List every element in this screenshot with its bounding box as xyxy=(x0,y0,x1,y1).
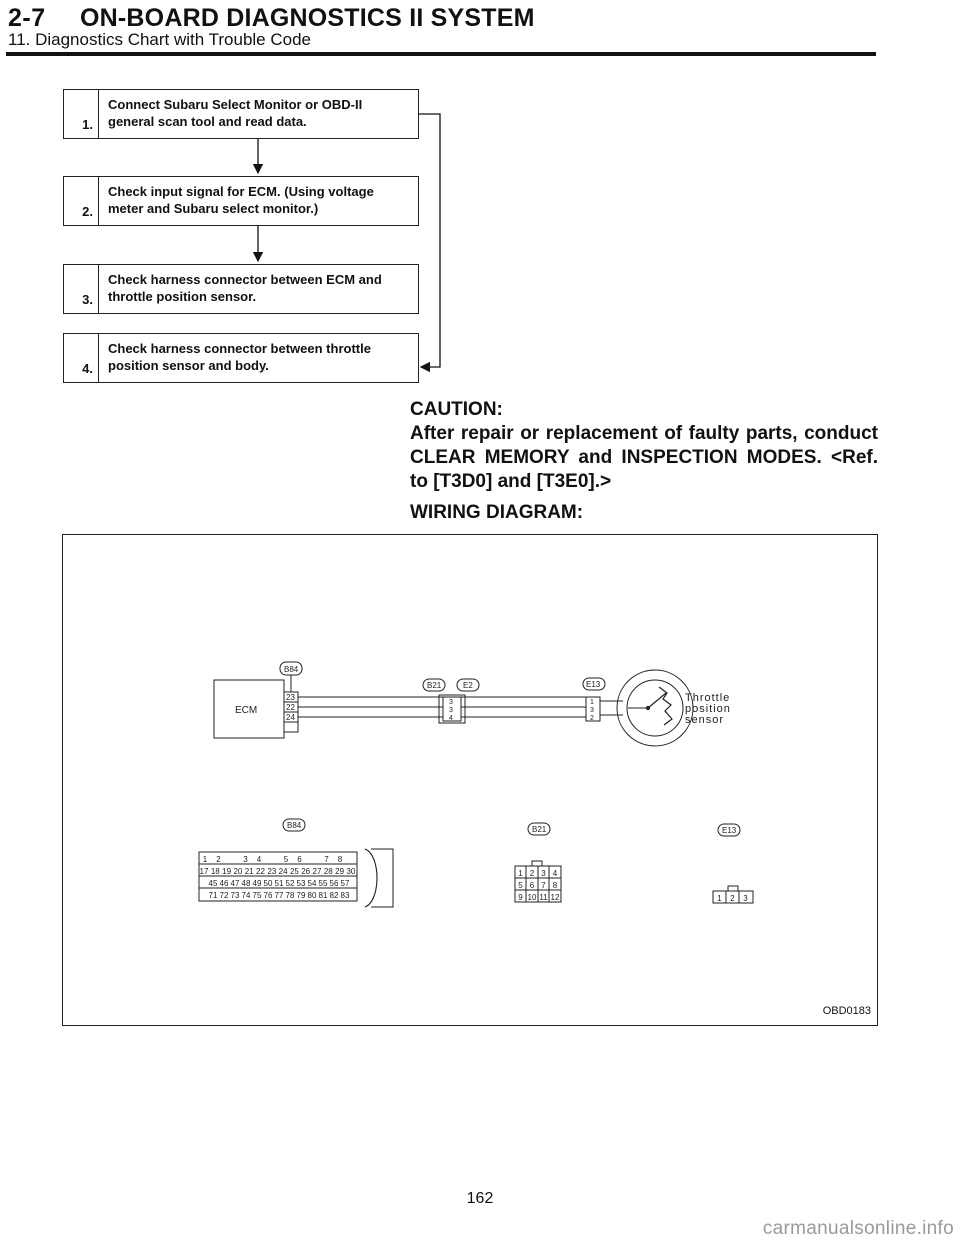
b84-face-pin: 48 xyxy=(241,879,251,888)
e13-pin-3: 2 xyxy=(590,715,594,722)
b84-face-pin: 79 xyxy=(296,891,306,900)
step-3-text: Check harness connector between ECM and throttle position sensor. xyxy=(108,272,382,304)
e2-callout-label: E2 xyxy=(463,681,473,690)
b21-face-pin: 6 xyxy=(529,881,535,890)
e13-pin-2: 3 xyxy=(590,707,594,714)
b84-face-pin: 3 xyxy=(243,855,248,864)
b84-face-pin: 6 xyxy=(297,855,302,864)
sensor-label-line-3: sensor xyxy=(685,714,725,726)
b21-face-pin: 7 xyxy=(541,881,546,890)
step-2-number: 2. xyxy=(82,204,93,219)
ecm-pin-1: 23 xyxy=(286,693,295,702)
section-number: 2-7 xyxy=(8,4,46,32)
b84-face-pin: 29 xyxy=(335,867,345,876)
e13-face-pin: 1 xyxy=(717,894,722,903)
b84-face-pin: 17 xyxy=(199,867,209,876)
step-4-text: Check harness connector between throttle position sensor and body. xyxy=(108,341,371,373)
b84-face-pin: 54 xyxy=(307,879,317,888)
b21-face-pin: 4 xyxy=(552,869,558,878)
b84-face-pin: 51 xyxy=(274,879,284,888)
b84-callout-label: B84 xyxy=(284,665,299,674)
b21-face-pin: 2 xyxy=(529,869,535,878)
b84-face-pin: 73 xyxy=(230,891,240,900)
b84-face-pin: 83 xyxy=(340,891,350,900)
b84-face-pin: 24 xyxy=(278,867,288,876)
b84-face-pin: 27 xyxy=(312,867,322,876)
b84-face-pin: 4 xyxy=(256,855,262,864)
step-3-box xyxy=(63,264,419,314)
b21-face-pin: 5 xyxy=(518,881,523,890)
b21-face-pin: 10 xyxy=(527,893,537,902)
b84-face-pin: 5 xyxy=(283,855,289,864)
page-number: 162 xyxy=(466,1190,494,1207)
b84-face-pin: 45 xyxy=(208,879,218,888)
step-2-text: Check input signal for ECM. (Using voltage meter and Subaru select monitor.) xyxy=(108,184,374,216)
b21-face-pin: 8 xyxy=(552,881,558,890)
step-1-text: Connect Subaru Select Monitor or OBD-II general scan tool and read data. xyxy=(108,97,363,129)
b21-pin-1: 3 xyxy=(449,699,453,706)
b84-face-pin: 8 xyxy=(337,855,343,864)
step-1-box xyxy=(63,89,419,139)
b84-face-pin: 50 xyxy=(263,879,273,888)
b84-face-pin: 28 xyxy=(323,867,333,876)
step-2-box xyxy=(63,176,419,226)
ecm-pin-3: 24 xyxy=(286,713,295,722)
b84-face-pin: 52 xyxy=(285,879,295,888)
b84-face-pin: 74 xyxy=(241,891,251,900)
wiring-diagram xyxy=(63,535,877,1025)
b21-face-pin: 12 xyxy=(550,893,560,902)
b84-face-pin: 2 xyxy=(216,855,221,864)
b84-face-pin: 1 xyxy=(202,855,208,864)
b21-callout-label: B21 xyxy=(427,681,442,690)
b84-face-pin: 21 xyxy=(244,867,254,876)
caution-body: After repair or replacement of faulty parts, conduct CLEAR MEMORY and INSPECTION MODES. <Ref. to [T3D0] and [T3E0].> xyxy=(410,423,878,492)
b84-face-pin: 82 xyxy=(329,891,339,900)
b21-face-label: B21 xyxy=(532,825,547,834)
step-3-number: 3. xyxy=(82,292,93,307)
b84-face-label: B84 xyxy=(287,821,302,830)
b84-connector-latch xyxy=(365,849,377,907)
b84-face-pin: 72 xyxy=(219,891,229,900)
b21-face-pin: 9 xyxy=(518,893,523,902)
b84-face-pin: 81 xyxy=(318,891,328,900)
page-subtitle: 11. Diagnostics Chart with Trouble Code xyxy=(8,30,312,49)
caution-heading: CAUTION: xyxy=(410,399,503,420)
b84-face-pin: 30 xyxy=(346,867,356,876)
b21-pin-3: 4 xyxy=(449,715,453,722)
caution-block xyxy=(410,398,878,494)
b84-face-pin: 76 xyxy=(263,891,273,900)
e13-pin-1: 1 xyxy=(590,699,594,706)
arrow-step1-to-step4 xyxy=(418,114,440,367)
b84-face-pin: 26 xyxy=(301,867,311,876)
e13-callout-label: E13 xyxy=(586,680,601,689)
b84-face-pin: 57 xyxy=(340,879,350,888)
b84-face-pin: 55 xyxy=(318,879,328,888)
b84-face-pin: 77 xyxy=(274,891,284,900)
b21-face-pin: 11 xyxy=(539,893,548,902)
b21-pin-2: 3 xyxy=(449,707,453,714)
b84-face-pin: 18 xyxy=(210,867,220,876)
e13-face-label: E13 xyxy=(722,826,737,835)
b84-face-pin: 19 xyxy=(222,867,232,876)
wiring-diagram-heading: WIRING DIAGRAM: xyxy=(410,502,584,523)
b84-face-pin: 20 xyxy=(233,867,243,876)
b21-face-pin: 3 xyxy=(541,869,546,878)
b84-face-pin: 22 xyxy=(256,867,265,876)
b84-face-pin: 80 xyxy=(307,891,317,900)
sensor-label-line-1: Throttle xyxy=(685,692,731,704)
b84-face-pin: 47 xyxy=(230,879,240,888)
page-title: ON-BOARD DIAGNOSTICS II SYSTEM xyxy=(80,4,535,32)
b84-face-pin: 23 xyxy=(267,867,277,876)
step-1-number: 1. xyxy=(82,117,93,132)
e13-face-pin: 2 xyxy=(730,894,735,903)
b84-face-pin: 46 xyxy=(219,879,229,888)
figure-code: OBD0183 xyxy=(822,1005,871,1017)
b84-face-pin: 49 xyxy=(252,879,262,888)
footer-url: carmanualsonline.info xyxy=(762,1218,954,1239)
b21-face-pin: 1 xyxy=(518,869,523,878)
ecm-label: ECM xyxy=(235,705,258,716)
b84-face-pin: 71 xyxy=(208,891,218,900)
e13-face-pin: 3 xyxy=(743,894,748,903)
b84-face-pin: 53 xyxy=(296,879,306,888)
b84-face-pin: 7 xyxy=(324,855,329,864)
b84-face-pin: 56 xyxy=(329,879,339,888)
step-4-number: 4. xyxy=(82,361,93,376)
step-4-box xyxy=(63,333,419,383)
b84-face-pin: 75 xyxy=(252,891,262,900)
b84-face-pin: 25 xyxy=(289,867,299,876)
sensor-label-line-2: position xyxy=(685,703,731,715)
b84-face-pin: 78 xyxy=(285,891,295,900)
wiring-diagram-frame xyxy=(62,534,878,1026)
ecm-pin-2: 22 xyxy=(286,703,295,712)
